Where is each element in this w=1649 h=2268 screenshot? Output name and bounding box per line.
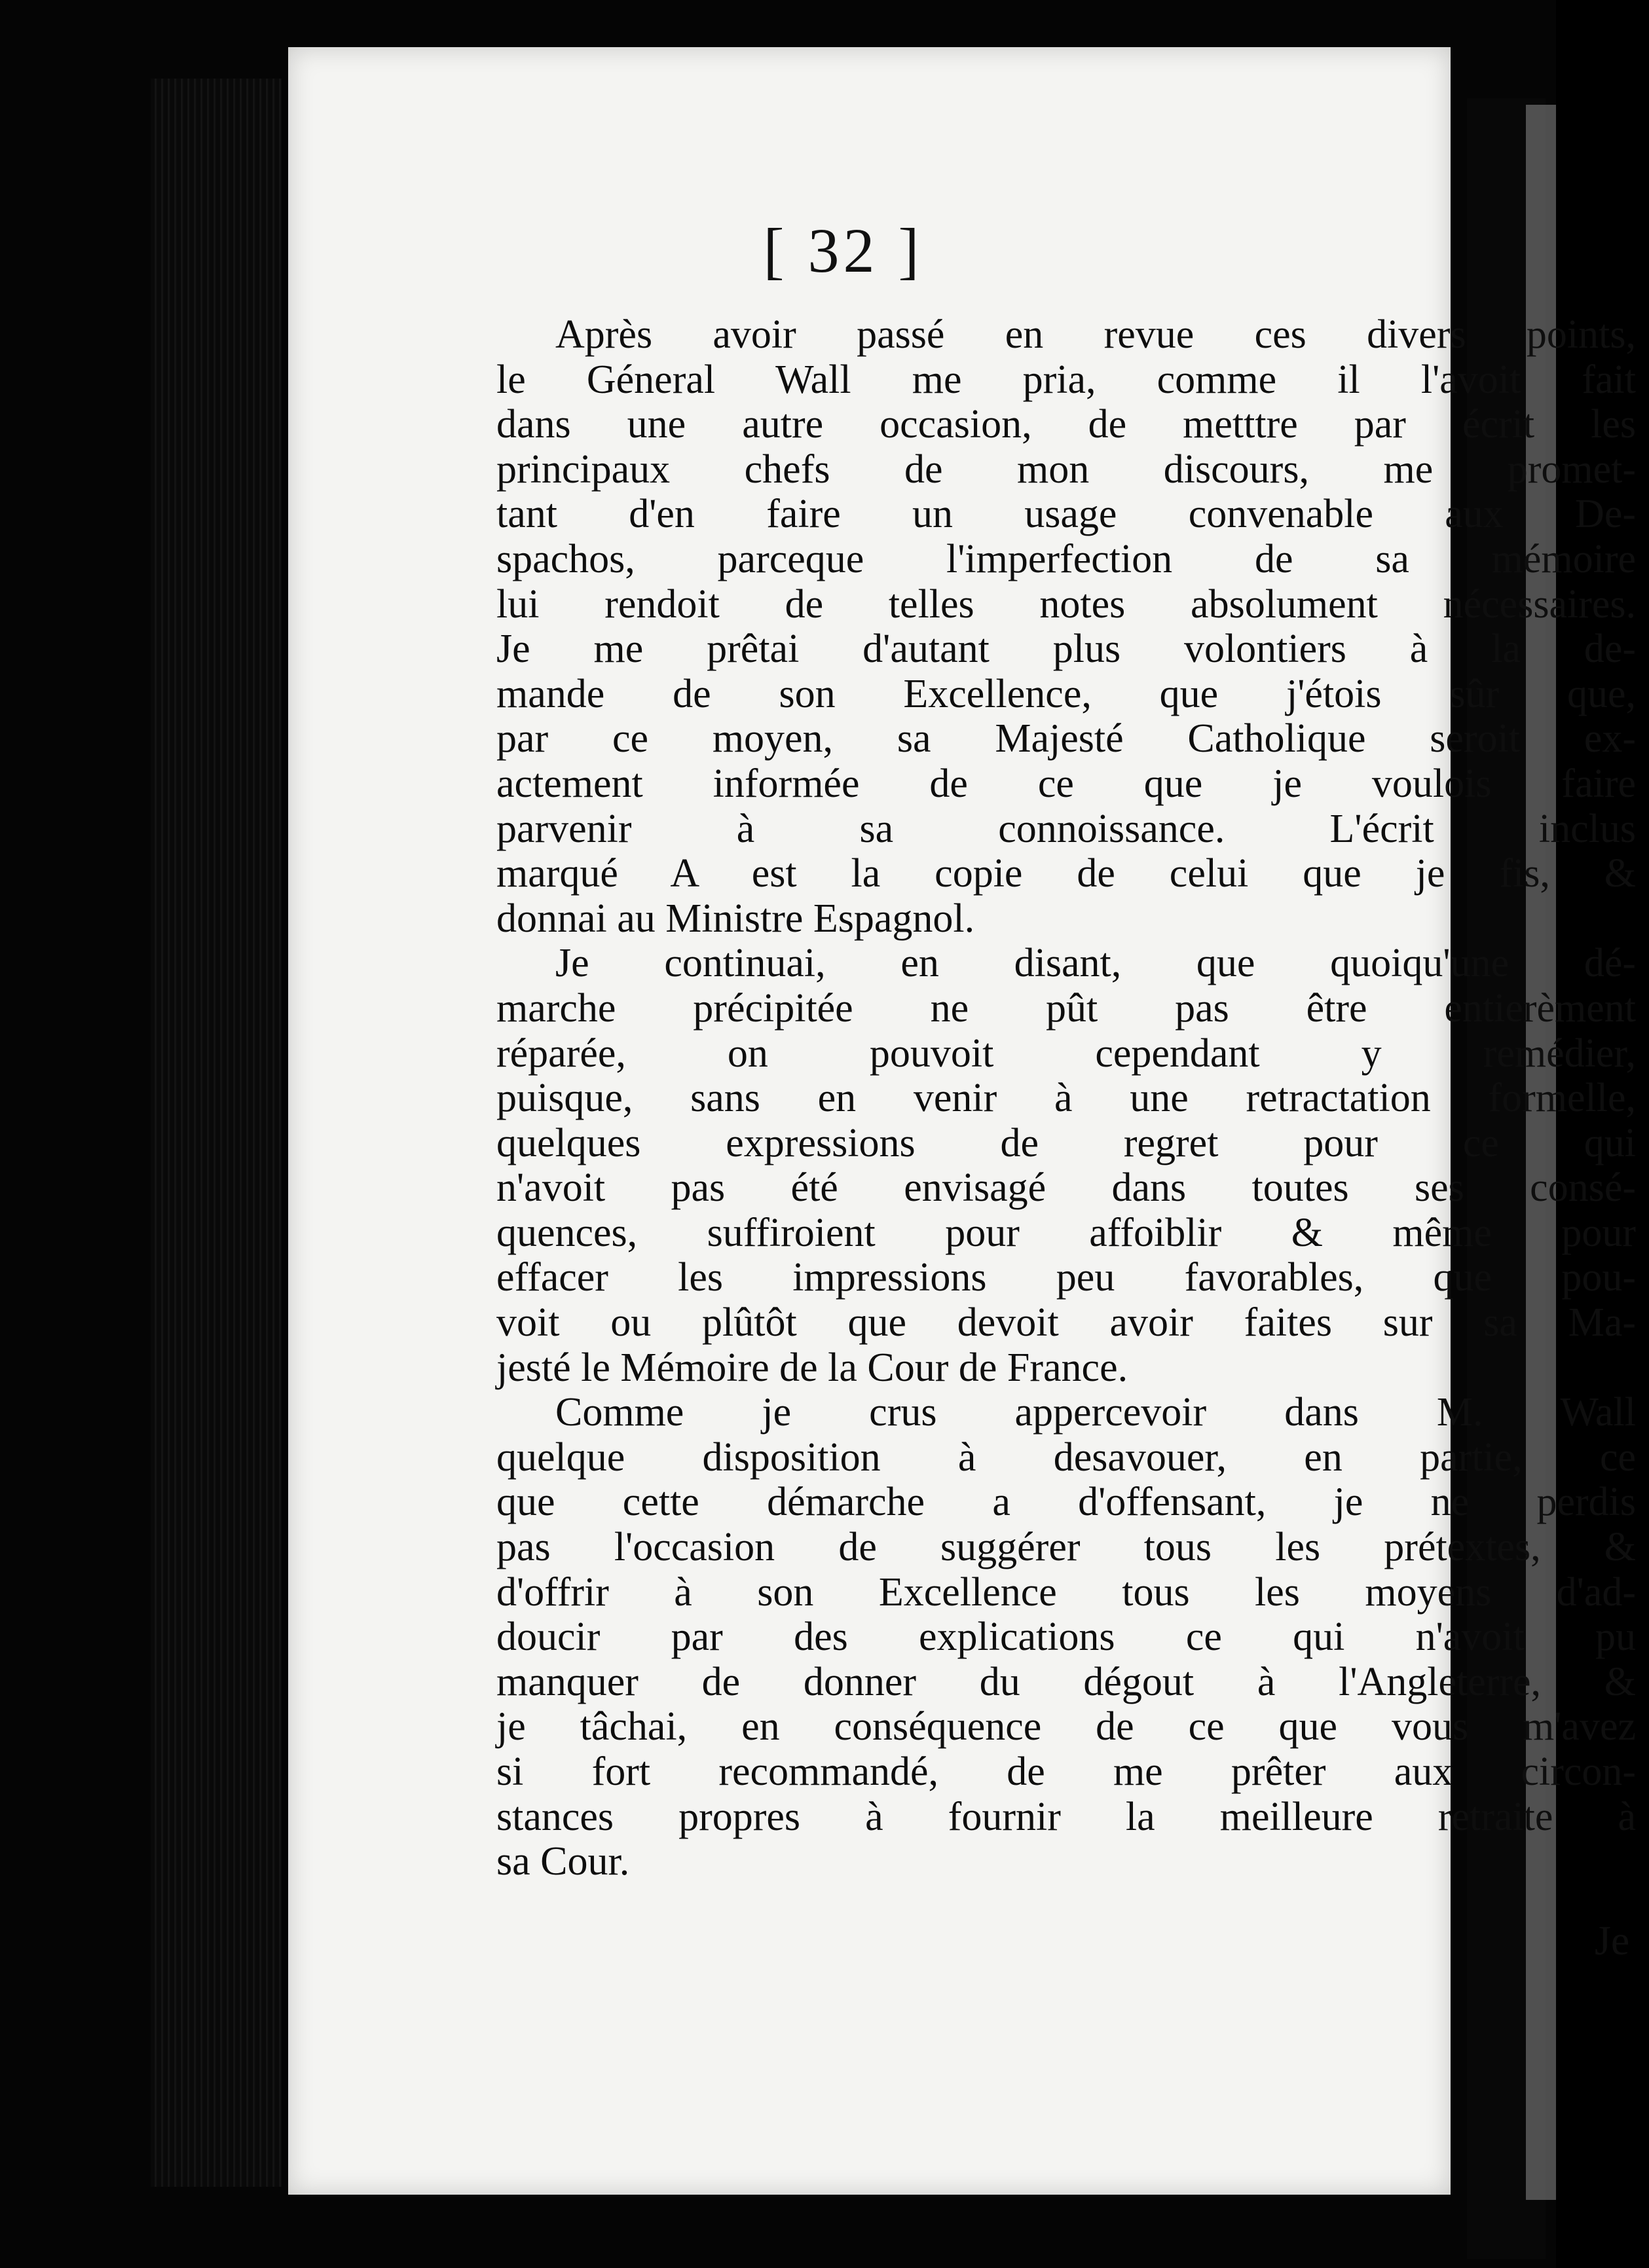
text-line: Après avoir passé en revue ces divers points,	[555, 312, 1636, 357]
text-line: dans une autre occasion, de metttre par écrit les	[496, 402, 1636, 447]
catchword: Je	[1595, 1917, 1630, 1964]
text-line: Comme je crus appercevoir dans M. Wall	[555, 1390, 1636, 1435]
text-line: stances propres à fournir la meilleure retraite à	[496, 1794, 1636, 1839]
text-line: effacer les impressions peu favorables, que pou-	[496, 1255, 1636, 1300]
text-line: quelques expressions de regret pour ce qui	[496, 1120, 1636, 1165]
text-line: parvenir à sa connoissance. L'écrit inclus	[496, 806, 1636, 851]
text-line: principaux chefs de mon discours, me promet-	[496, 447, 1636, 492]
body-text	[496, 312, 1649, 1884]
book-spine	[151, 79, 282, 2187]
text-line: quences, suffiroient pour affoiblir & même pour	[496, 1210, 1636, 1255]
text-line: je tâchai, en conséquence de ce que vous m'avez	[496, 1704, 1636, 1749]
text-line: mande de son Excellence, que j'étois sûr que,	[496, 671, 1636, 716]
text-line: jesté le Mémoire de la Cour de France.	[496, 1345, 1128, 1390]
book-page	[288, 47, 1636, 2195]
text-line: marqué A est la copie de celui que je fis, &	[496, 851, 1636, 896]
text-line: d'offrir à son Excellence tous les moyens d'ad-	[496, 1569, 1636, 1615]
text-line: doucir par des explications ce qui n'avoit pu	[496, 1615, 1636, 1660]
text-line: tant d'en faire un usage convenable aux De-	[496, 492, 1636, 537]
text-line: le Géneral Wall me pria, comme il l'avoit fait	[496, 357, 1636, 402]
text-line: manquer de donner du dégout à l'Angleterre, &	[496, 1659, 1636, 1704]
text-line: lui rendoit de telles notes absolument nécessaires.	[496, 581, 1636, 627]
text-line: donnai au Ministre Espagnol.	[496, 896, 975, 941]
text-line: n'avoit pas été envisagé dans toutes ses consé-	[496, 1165, 1636, 1211]
text-line: par ce moyen, sa Majesté Catholique seroit ex-	[496, 716, 1636, 761]
text-line: pas l'occasion de suggérer tous les prétextes, &	[496, 1525, 1636, 1570]
text-line: si fort recommandé, de me prêter aux circon-	[496, 1749, 1636, 1794]
text-line: quelque disposition à desavouer, en partie, ce	[496, 1435, 1636, 1480]
text-line: voit ou plûtôt que devoit avoir faites sur sa Ma-	[496, 1300, 1636, 1345]
text-line: Je me prêtai d'autant plus volontiers à la de-	[496, 627, 1636, 672]
text-line: que cette démarche a d'offensant, je ne perdis	[496, 1480, 1636, 1525]
text-line: réparée, on pouvoit cependant y remédier,	[496, 1031, 1636, 1076]
text-line: Je continuai, en disant, que quoiqu'une dé-	[555, 941, 1636, 986]
text-line: spachos, parceque l'imperfection de sa mémoire	[496, 536, 1636, 581]
page-number: [ 32 ]	[763, 215, 923, 285]
text-line: marche précipitée ne pût pas être entierèment	[496, 985, 1636, 1031]
text-line: puisque, sans en venir à une retractation formelle,	[496, 1076, 1636, 1121]
text-line: sa Cour.	[496, 1839, 630, 1884]
text-line: actement informée de ce que je voulois faire	[496, 761, 1636, 806]
